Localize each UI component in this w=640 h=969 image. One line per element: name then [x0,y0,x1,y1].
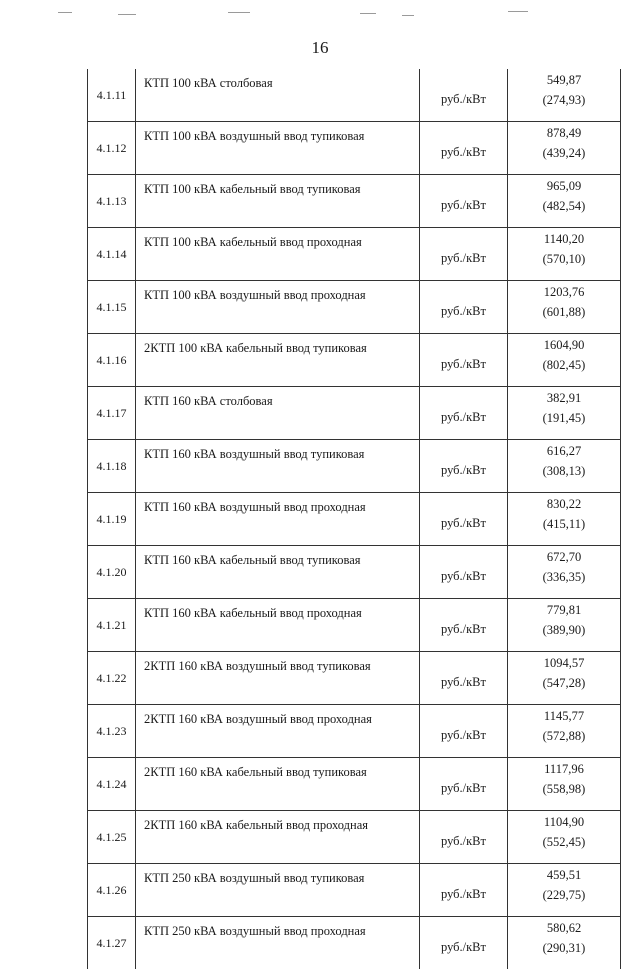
row-unit: руб./кВт [420,334,508,387]
row-name: КТП 250 кВА воздушный ввод тупиковая [136,864,420,917]
row-value-paren: (570,10) [508,249,620,269]
row-code: 4.1.16 [88,334,136,387]
row-unit: руб./кВт [420,546,508,599]
row-name: КТП 250 кВА воздушный ввод проходная [136,917,420,969]
row-value-cell [508,758,621,811]
row-value-cell [508,228,621,281]
scan-artifact [58,12,72,13]
table-row [88,758,621,811]
row-name: КТП 100 кВА кабельный ввод тупиковая [136,175,420,228]
row-unit: руб./кВт [420,917,508,969]
row-value-paren: (415,11) [508,514,620,534]
row-code: 4.1.14 [88,228,136,281]
row-unit: руб./кВт [420,69,508,122]
row-value: 1117,96 [508,759,620,779]
row-code: 4.1.13 [88,175,136,228]
table-row [88,811,621,864]
row-unit: руб./кВт [420,705,508,758]
table-row [88,440,621,493]
row-value-cell [508,864,621,917]
row-name: КТП 160 кВА кабельный ввод тупиковая [136,546,420,599]
scan-artifact [360,13,376,14]
row-name: КТП 160 кВА столбовая [136,387,420,440]
row-code: 4.1.25 [88,811,136,864]
table-row [88,917,621,969]
row-value: 616,27 [508,441,620,461]
table-row [88,334,621,387]
row-value-cell [508,546,621,599]
row-unit: руб./кВт [420,228,508,281]
row-name: КТП 160 кВА воздушный ввод проходная [136,493,420,546]
row-name: КТП 100 кВА столбовая [136,69,420,122]
row-value-paren: (389,90) [508,620,620,640]
row-value: 580,62 [508,918,620,938]
tariff-table [87,69,621,969]
row-code: 4.1.22 [88,652,136,705]
row-value-paren: (229,75) [508,885,620,905]
table-row [88,493,621,546]
row-value: 549,87 [508,70,620,90]
row-code: 4.1.12 [88,122,136,175]
scan-artifact [402,15,414,16]
row-unit: руб./кВт [420,599,508,652]
row-value-paren: (547,28) [508,673,620,693]
row-value-paren: (552,45) [508,832,620,852]
row-name: 2КТП 100 кВА кабельный ввод тупиковая [136,334,420,387]
row-name: 2КТП 160 кВА кабельный ввод тупиковая [136,758,420,811]
row-value-cell [508,917,621,969]
scan-artifact [228,12,250,13]
table-row [88,69,621,122]
row-code: 4.1.18 [88,440,136,493]
table-row [88,546,621,599]
row-name: КТП 100 кВА воздушный ввод тупиковая [136,122,420,175]
row-value-cell [508,493,621,546]
table-row [88,705,621,758]
table-row [88,228,621,281]
row-value-paren: (558,98) [508,779,620,799]
row-unit: руб./кВт [420,175,508,228]
row-code: 4.1.17 [88,387,136,440]
row-unit: руб./кВт [420,758,508,811]
row-value: 672,70 [508,547,620,567]
tariff-table-body [88,69,621,969]
row-code: 4.1.15 [88,281,136,334]
row-value: 878,49 [508,123,620,143]
row-code: 4.1.19 [88,493,136,546]
table-row [88,652,621,705]
row-value-paren: (572,88) [508,726,620,746]
row-value-cell [508,652,621,705]
row-unit: руб./кВт [420,864,508,917]
row-name: 2КТП 160 кВА кабельный ввод проходная [136,811,420,864]
row-name: КТП 100 кВА кабельный ввод проходная [136,228,420,281]
row-value-paren: (482,54) [508,196,620,216]
row-value: 1094,57 [508,653,620,673]
row-value: 965,09 [508,176,620,196]
row-value: 382,91 [508,388,620,408]
table-row [88,281,621,334]
row-value: 1145,77 [508,706,620,726]
row-value-paren: (601,88) [508,302,620,322]
row-unit: руб./кВт [420,281,508,334]
row-unit: руб./кВт [420,493,508,546]
table-row [88,864,621,917]
row-value-cell [508,69,621,122]
row-code: 4.1.11 [88,69,136,122]
row-unit: руб./кВт [420,440,508,493]
row-value-cell [508,811,621,864]
row-code: 4.1.26 [88,864,136,917]
row-value-paren: (274,93) [508,90,620,110]
row-value-cell [508,334,621,387]
page-number: 16 [0,38,640,58]
row-code: 4.1.23 [88,705,136,758]
row-value-cell [508,175,621,228]
row-value-paren: (191,45) [508,408,620,428]
row-value: 459,51 [508,865,620,885]
row-code: 4.1.27 [88,917,136,969]
scan-artifact [508,11,528,12]
row-value: 779,81 [508,600,620,620]
row-value-cell [508,440,621,493]
row-name: 2КТП 160 кВА воздушный ввод проходная [136,705,420,758]
table-row [88,599,621,652]
row-value-cell [508,281,621,334]
row-value-cell [508,705,621,758]
row-value-paren: (802,45) [508,355,620,375]
table-row [88,387,621,440]
row-code: 4.1.20 [88,546,136,599]
row-code: 4.1.21 [88,599,136,652]
row-value-paren: (336,35) [508,567,620,587]
row-code: 4.1.24 [88,758,136,811]
row-unit: руб./кВт [420,387,508,440]
row-value: 830,22 [508,494,620,514]
row-value: 1140,20 [508,229,620,249]
row-unit: руб./кВт [420,122,508,175]
table-row [88,175,621,228]
row-value: 1104,90 [508,812,620,832]
row-name: КТП 100 кВА воздушный ввод проходная [136,281,420,334]
row-name: КТП 160 кВА воздушный ввод тупиковая [136,440,420,493]
row-value-paren: (308,13) [508,461,620,481]
row-unit: руб./кВт [420,652,508,705]
row-value-paren: (290,31) [508,938,620,958]
row-unit: руб./кВт [420,811,508,864]
row-value-cell [508,387,621,440]
row-value-paren: (439,24) [508,143,620,163]
scan-artifact [118,14,136,15]
row-value: 1203,76 [508,282,620,302]
row-name: КТП 160 кВА кабельный ввод проходная [136,599,420,652]
row-value-cell [508,599,621,652]
row-value-cell [508,122,621,175]
row-name: 2КТП 160 кВА воздушный ввод тупиковая [136,652,420,705]
row-value: 1604,90 [508,335,620,355]
table-row [88,122,621,175]
